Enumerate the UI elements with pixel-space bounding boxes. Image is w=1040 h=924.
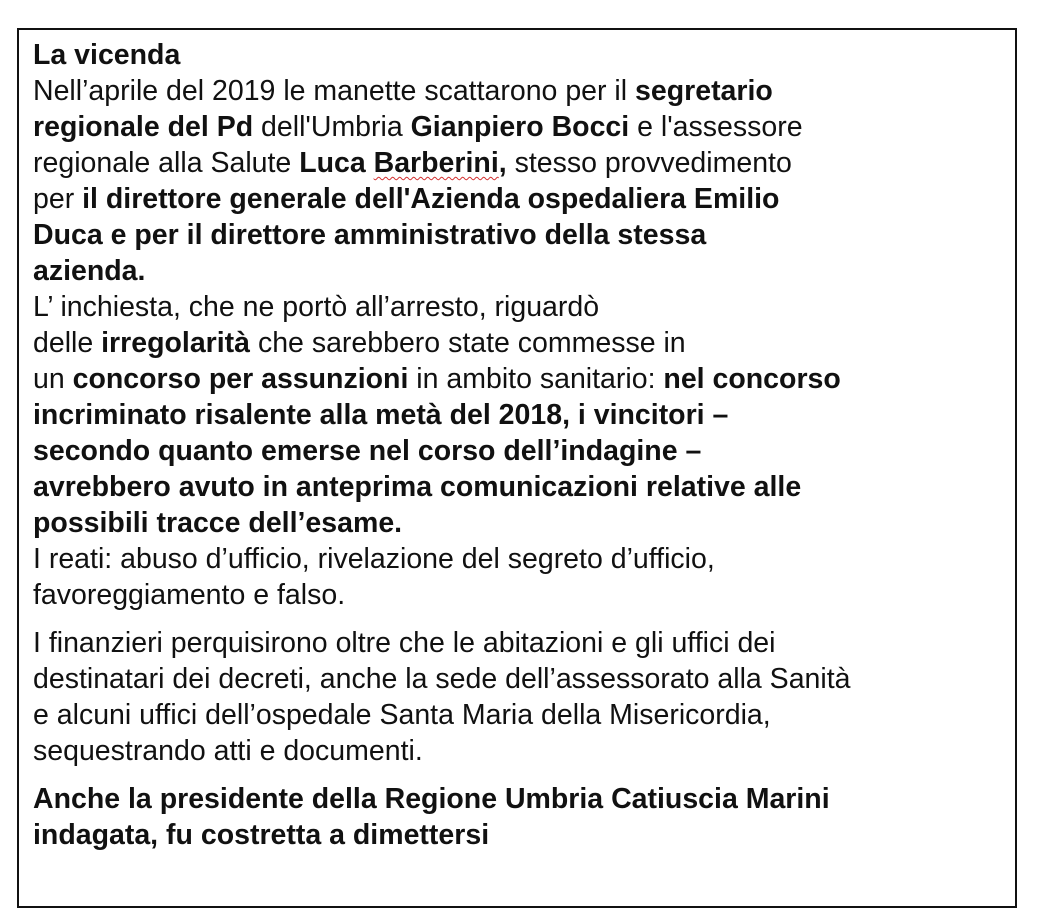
paragraph-crimes	[33, 541, 1013, 613]
text-run: che sarebbero state commesse in	[250, 327, 686, 359]
bold-run: incriminato risalente alla metà del 2018, i vincitori –	[33, 399, 729, 431]
bold-run: irregolarità	[101, 327, 251, 359]
line	[33, 469, 1013, 505]
bold-run: nel concorso	[663, 363, 841, 395]
paragraph-searches	[33, 625, 1013, 769]
bold-run: Duca e per il direttore amministrativo della stessa	[33, 219, 707, 251]
text-run: e l'assessore	[629, 111, 803, 143]
bold-run: secondo quanto emerse nel corso dell’indagine –	[33, 435, 702, 467]
text-run: regionale alla Salute	[33, 147, 300, 179]
text-run: L’ inchiesta, che ne portò all’arresto, riguardò	[33, 291, 600, 323]
bold-run: Anche la presidente della Regione Umbria Catiuscia Marini	[33, 783, 830, 815]
bold-run: il direttore generale dell'Azienda ospedaliera Emilio	[82, 183, 780, 215]
section-title: La vicenda	[33, 39, 181, 71]
text-run: dell'Umbria	[253, 111, 411, 143]
line	[33, 253, 1013, 289]
bold-run: ,	[498, 147, 507, 179]
paragraph-president	[33, 781, 1013, 853]
bold-run: Gianpiero Bocci	[410, 111, 630, 143]
line	[33, 361, 1013, 397]
text-run: per	[33, 183, 83, 215]
text-run: stesso provvedimento	[506, 147, 792, 179]
line	[33, 397, 1013, 433]
bold-run: segretario	[635, 75, 773, 107]
line	[33, 433, 1013, 469]
bold-run: possibili tracce dell’esame.	[33, 507, 403, 539]
text-run: delle	[33, 327, 102, 359]
line	[33, 145, 1013, 181]
line	[33, 325, 1013, 361]
text-run: in ambito sanitario:	[408, 363, 664, 395]
line: destinatari dei decreti, anche la sede dell’assessorato alla Sanità	[33, 663, 851, 695]
line	[33, 781, 1013, 817]
document-body	[33, 37, 1013, 853]
bold-run: concorso per assunzioni	[72, 363, 409, 395]
line	[33, 505, 1013, 541]
line	[33, 109, 1013, 145]
line: sequestrando atti e documenti.	[33, 735, 423, 767]
bold-run: azienda.	[33, 255, 146, 287]
bold-run: indagata, fu costretta a dimettersi	[33, 819, 490, 851]
line: I reati: abuso d’ufficio, rivelazione del segreto d’ufficio,	[33, 543, 715, 575]
line: e alcuni uffici dell’ospedale Santa Maria della Misericordia,	[33, 699, 771, 731]
line	[33, 73, 1013, 109]
bold-run: Luca	[299, 147, 374, 179]
line	[33, 217, 1013, 253]
line	[33, 181, 1013, 217]
line	[33, 37, 1013, 73]
line	[33, 817, 1013, 853]
line: I finanzieri perquisirono oltre che le abitazioni e gli uffici dei	[33, 627, 776, 659]
text-run: Nell’aprile del 2019 le manette scattarono per il	[33, 75, 636, 107]
text-run: un	[33, 363, 73, 395]
misspelled-word: Barberini	[373, 147, 499, 179]
paragraph-inquiry	[33, 289, 1013, 541]
paragraph-intro	[33, 37, 1013, 289]
bold-run: regionale del Pd	[33, 111, 254, 143]
line: favoreggiamento e falso.	[33, 579, 346, 611]
line	[33, 289, 1013, 325]
bold-run: avrebbero avuto in anteprima comunicazioni relative alle	[33, 471, 802, 503]
